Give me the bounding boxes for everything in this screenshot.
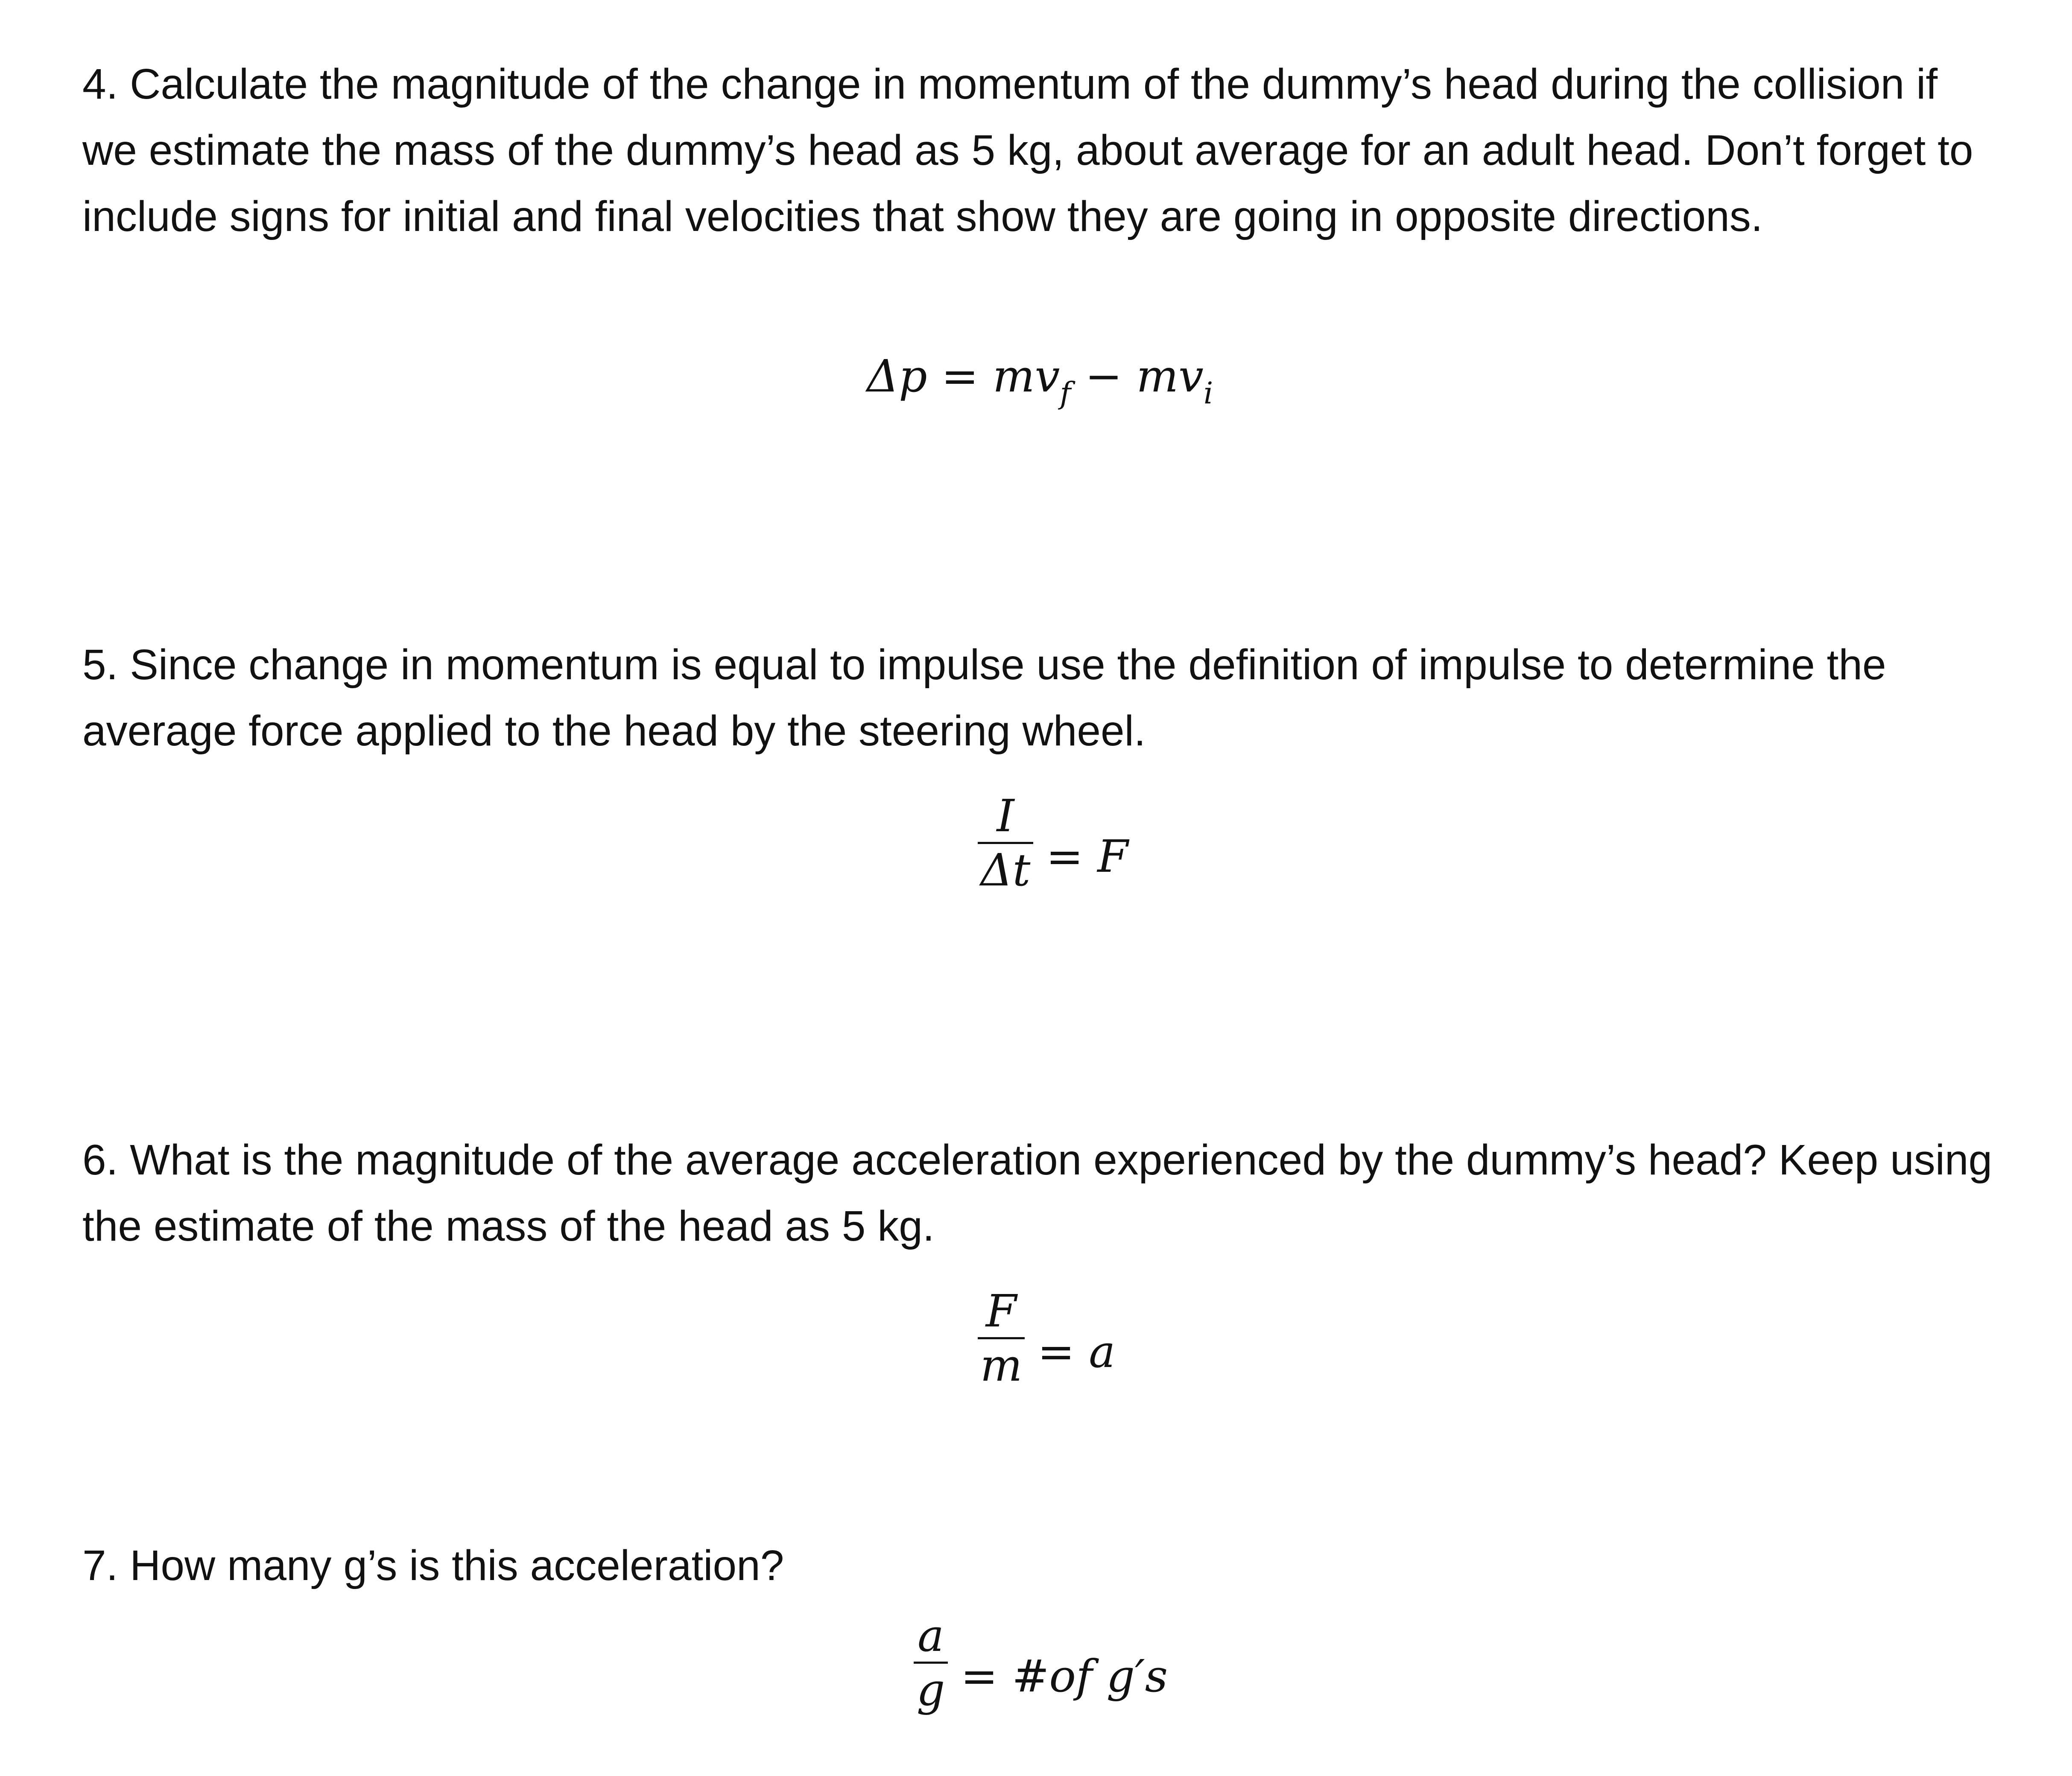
impulse-rhs: = F (1046, 830, 1128, 882)
impulse-fraction (978, 790, 1033, 896)
impulse-numerator: I (997, 790, 1014, 842)
question-7-text: 7. How many g’s is this acceleration? (82, 1542, 784, 1589)
gforce-denominator: g (916, 1664, 945, 1716)
momentum-lhs: Δp (867, 350, 927, 402)
question-6-text: 6. What is the magnitude of the average acceleration experienced by the dummy’s head? Keep using the estimate of the mass of the head as 5 kg. (82, 1136, 1993, 1250)
acceleration-denominator: m (980, 1339, 1023, 1391)
question-4-text: 4. Calculate the magnitude of the change in momentum of the dummy’s head during the collision if we estimate the mass of the dummy’s head as 5 kg, about average for an adult head. Don’t forget to include signs for initial and final velocities that show they are going in opposite directions. (82, 60, 1973, 240)
momentum-term-initial: mv (1136, 350, 1204, 402)
momentum-equals: = (941, 350, 979, 402)
momentum-minus: − (1085, 350, 1122, 402)
momentum-term-final: mv (992, 350, 1060, 402)
momentum-sub-initial: i (1203, 376, 1213, 411)
impulse-denominator: Δt (980, 844, 1031, 896)
acceleration-rhs: = a (1037, 1326, 1116, 1378)
acceleration-fraction (978, 1285, 1025, 1391)
acceleration-numerator: F (985, 1285, 1017, 1337)
question-5-text: 5. Since change in momentum is equal to impulse use the definition of impulse to determine the average force applied to the head by the steering wheel. (82, 641, 1886, 755)
gforce-rhs: = #of g′s (961, 1650, 1168, 1702)
momentum-sub-final: f (1060, 376, 1071, 411)
gforce-fraction (914, 1610, 948, 1716)
momentum-equation (867, 350, 1213, 411)
gforce-numerator: a (917, 1610, 944, 1662)
